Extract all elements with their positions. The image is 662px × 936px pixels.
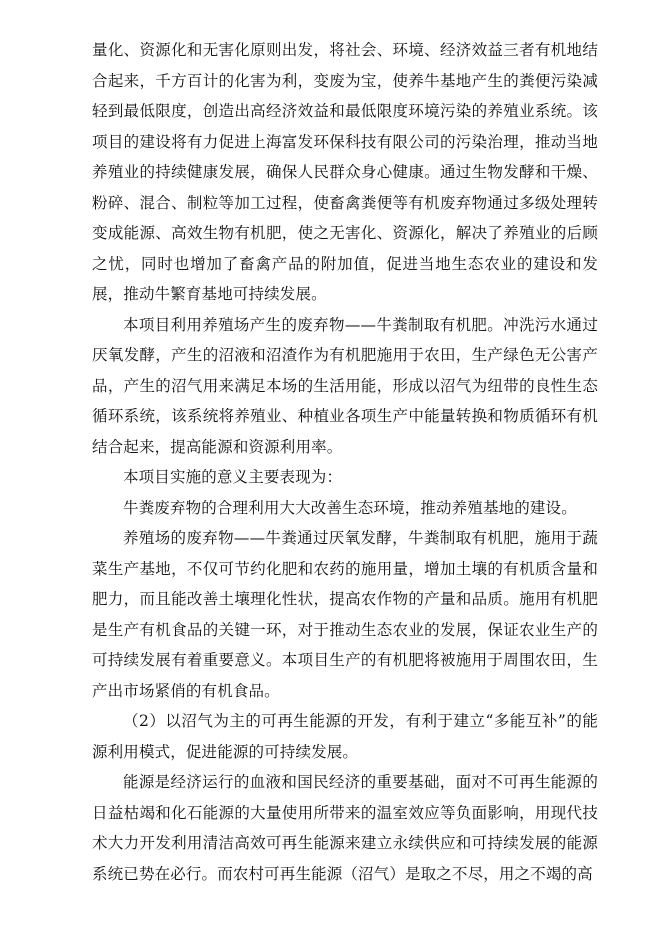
paragraph-energy: 能源是经济运行的血液和国民经济的重要基础，面对不可再生能源的日益枯竭和化石能源的大量使用所带来的温室效应等负面影响，用现代技术大力开发利用清洁高效可再生能源来建立永续供应和可持续发展的能源系统已势在必行。而农村可再生能源（沼气）是取之不尽，用之不竭的高 xyxy=(92,773,598,883)
paragraph-manure-fertilizer: 本项目利用养殖场产生的废弃物——牛粪制取有机肥。冲洗污水通过厌氧发酵，产生的沼液和沼渣作为有机肥施用于农田，生产绿色无公害产品，产生的沼气用来满足本场的生活用能，形成以沼气为纽带的良性生态循环系统，该系统将养殖业、种植业各项生产中能量转换和物质循环有机结合起来，提高能源和资源利用率。 xyxy=(92,315,598,456)
paragraph-significance-intro: 本项目实施的意义主要表现为： xyxy=(123,468,343,486)
paragraph-point-1: 牛粪废弃物的合理利用大大改善生态环境，推动养殖基地的建设。 xyxy=(123,498,577,517)
paragraph-point-1-detail: 养殖场的废弃物——牛粪通过厌氧发酵，牛粪制取有机肥，施用于蔬菜生产基地，不仅可节约化肥和农药的施用量，增加土壤的有机质含量和肥力，而且能改善土壤理化性状，提高农作物的产量和品质。施用有机肥是生产有机食品的关键一环，对于推动生态农业的发展，保证农业生产的可持续发展有着重要意义。本项目生产的有机肥将被施用于周围农田，生产出市场紧俏的有机食品。 xyxy=(92,529,598,700)
paragraph-continuation: 量化、资源化和无害化原则出发，将社会、环境、经济效益三者有机地结合起来，千方百计的化害为利，变废为宝，使养牛基地产生的粪便污染减轻到最低限度，创造出高经济效益和最低限度环境污染的养殖业系统。该项目的建设将有力促进上海富发环保科技有限公司的污染治理，推动当地养殖业的持续健康发展，确保人民群众身心健康。通过生物发酵和干燥、粉碎、混合、制粒等加工过程，使畜禽粪便等有机废弃物通过多级处理转变成能源、高效生物有机肥，使之无害化、资源化，解决了养殖业的后顾之忧，同时也增加了畜禽产品的附加值，促进当地生态农业的建设和发展，推动牛繁育基地可持续发展。 xyxy=(92,41,598,303)
paragraph-point-2: （2）以沼气为主的可再生能源的开发，有利于建立“多能互补”的能源利用模式，促进能源的可持续发展。 xyxy=(92,712,598,761)
body-text xyxy=(92,35,598,889)
